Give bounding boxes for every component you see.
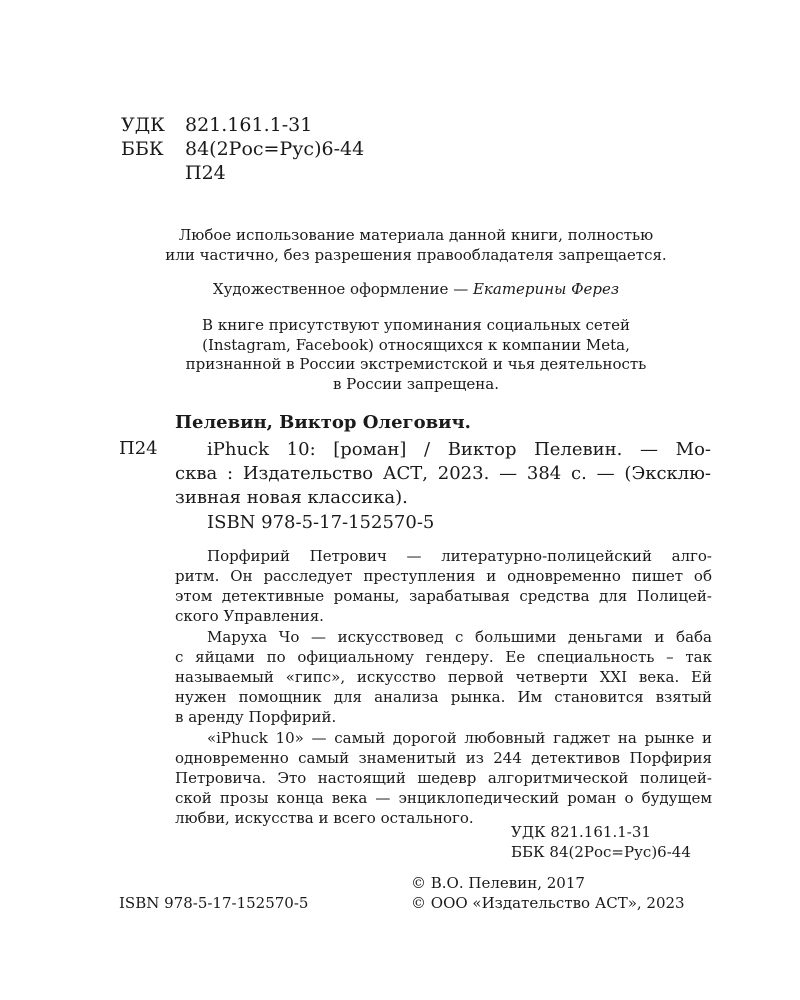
author-mark: П24 — [185, 162, 226, 184]
annotation-line: ритм. Он расследует преступления и одновременно пишет об — [175, 567, 712, 585]
rights-line: Любое использование материала данной книги, полностью — [178, 226, 654, 244]
copyright-author: © В.О. Пелевин, 2017 — [411, 874, 585, 892]
bbk-value: 84(2Рос=Рус)6-44 — [185, 138, 365, 160]
record-code: П24 — [119, 438, 158, 459]
record-line: iPhuck 10: [роман] / Виктор Пелевин. — Мо- — [207, 439, 711, 460]
social-line: (Instagram, Facebook) относящихся к компании Meta, — [202, 335, 630, 354]
record-line: сква : Издательство АСТ, 2023. — 384 с. — (Эксклю- — [175, 463, 711, 484]
social-line: В книге присутствуют упоминания социальных сетей — [202, 316, 630, 334]
annotation-line: любви, искусства и всего остального. — [175, 809, 474, 827]
footer-bbk: ББК 84(2Рос=Рус)6-44 — [511, 843, 691, 861]
annotation-line: одновременно самый знаменитый из 244 детективов Порфирия — [175, 749, 712, 767]
annotation-line: Маруха Чо — искусствовед с большими деньгами и баба — [207, 628, 712, 646]
design-dash: — — [453, 280, 469, 298]
annotation-line: с яйцами по официальному гендеру. Ее специальность – так — [175, 648, 712, 666]
annotation-line: «iPhuck 10» — самый дорогой любовный гаджет на рынке и — [207, 729, 712, 747]
annotation-line: этом детективные романы, зарабатывая средства для Полицей- — [175, 587, 712, 605]
annotation-line: называемый «гипс», искусство первой четверти XXI века. Ей — [175, 668, 712, 686]
record-line: зивная новая классика). — [175, 487, 408, 508]
rights-line: или частично, без разрешения правообладателя запрещается. — [165, 245, 667, 264]
design-artist: Екатерины Ферез — [472, 280, 620, 298]
udk-value: 821.161.1-31 — [185, 114, 313, 136]
annotation-line: ской прозы конца века — энциклопедический роман о будущем — [175, 789, 712, 807]
social-line: в России запрещена. — [332, 374, 500, 393]
annotation-line: в аренду Порфирий. — [175, 708, 337, 726]
social-line: признанной в России экстремистской и чья деятельность — [185, 355, 647, 373]
udk-label: УДК — [121, 114, 165, 136]
annotation-line: Порфирий Петрович — литературно-полицейский алго- — [207, 547, 712, 565]
annotation-line: нужен помощник для анализа рынка. Им становится взятый — [175, 688, 712, 706]
bbk-label: ББК — [121, 138, 164, 160]
copyright-publisher: © ООО «Издательство АСТ», 2023 — [411, 894, 685, 912]
social-notice — [100, 316, 732, 394]
record-author: Пелевин, Виктор Олегович. — [175, 412, 471, 433]
udk-row — [121, 113, 312, 137]
design-label: Художественное оформление — [212, 280, 449, 298]
record-isbn: ISBN 978-5-17-152570-5 — [207, 512, 435, 533]
rights-notice — [100, 226, 732, 265]
bbk-row — [121, 137, 364, 161]
footer-isbn: ISBN 978-5-17-152570-5 — [119, 894, 309, 912]
annotation-line: ского Управления. — [175, 607, 324, 625]
annotation-line: Петровича. Это настоящий шедевр алгоритмической полицей- — [175, 769, 712, 787]
design-credit — [100, 280, 732, 300]
footer-udk: УДК 821.161.1-31 — [511, 823, 651, 841]
